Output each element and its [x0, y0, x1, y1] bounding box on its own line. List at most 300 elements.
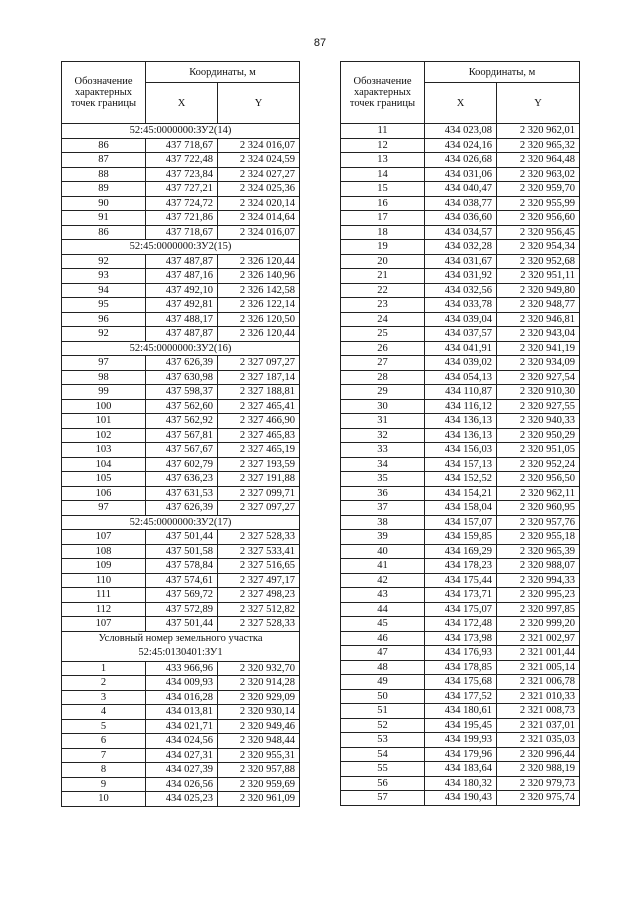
table-row	[62, 661, 300, 676]
x-coordinate-cell: 434 034,57	[425, 225, 497, 240]
table-row	[62, 617, 300, 632]
point-number-cell: 2	[62, 676, 146, 691]
y-coordinate-cell: 2 320 954,34	[497, 240, 580, 255]
point-number-cell: 86	[62, 225, 146, 240]
point-number-cell: 104	[62, 457, 146, 472]
point-number-cell: 57	[341, 791, 425, 806]
y-coordinate-cell: 2 320 959,69	[218, 777, 300, 792]
point-number-cell: 102	[62, 428, 146, 443]
y-coordinate-cell: 2 320 952,68	[497, 254, 580, 269]
y-coordinate-cell: 2 320 952,24	[497, 457, 580, 472]
table-row	[62, 399, 300, 414]
point-number-cell: 39	[341, 530, 425, 545]
x-coordinate-cell: 434 116,12	[425, 399, 497, 414]
x-coordinate-cell: 437 727,21	[146, 182, 218, 197]
x-coordinate-cell: 437 487,87	[146, 327, 218, 342]
cadastral-number: 52:45:0000000:ЗУ2(17)	[62, 515, 300, 530]
table-row	[62, 443, 300, 458]
y-coordinate-cell: 2 326 142,58	[218, 283, 300, 298]
table-row	[62, 138, 300, 153]
y-coordinate-cell: 2 324 027,27	[218, 167, 300, 182]
y-coordinate-cell: 2 320 914,28	[218, 676, 300, 691]
y-coordinate-cell: 2 320 979,73	[497, 776, 580, 791]
table-row	[62, 254, 300, 269]
point-number-cell: 25	[341, 327, 425, 342]
point-number-cell: 50	[341, 689, 425, 704]
point-number-cell: 22	[341, 283, 425, 298]
table-row	[341, 269, 580, 284]
y-coordinate-cell: 2 320 955,31	[218, 748, 300, 763]
table-row	[341, 153, 580, 168]
x-coordinate-cell: 434 199,93	[425, 733, 497, 748]
y-coordinate-cell: 2 320 949,46	[218, 719, 300, 734]
point-number-cell: 34	[341, 457, 425, 472]
table-row	[62, 428, 300, 443]
x-coordinate-cell: 434 039,04	[425, 312, 497, 327]
x-coordinate-cell: 437 488,17	[146, 312, 218, 327]
point-number-cell: 43	[341, 588, 425, 603]
table-row	[341, 573, 580, 588]
x-coordinate-cell: 434 037,57	[425, 327, 497, 342]
y-coordinate-cell: 2 326 120,44	[218, 327, 300, 342]
point-number-cell: 29	[341, 385, 425, 400]
section-heading-row	[62, 341, 300, 356]
point-number-cell: 8	[62, 763, 146, 778]
point-number-cell: 100	[62, 399, 146, 414]
point-number-cell: 24	[341, 312, 425, 327]
table-row	[62, 777, 300, 792]
y-coordinate-cell: 2 320 995,23	[497, 588, 580, 603]
point-number-cell: 88	[62, 167, 146, 182]
y-coordinate-cell: 2 320 964,48	[497, 153, 580, 168]
table-row	[62, 544, 300, 559]
table-row	[341, 399, 580, 414]
table-row	[62, 182, 300, 197]
y-coordinate-cell: 2 320 962,01	[497, 124, 580, 139]
point-number-cell: 98	[62, 370, 146, 385]
y-coordinate-cell: 2 320 957,76	[497, 515, 580, 530]
y-coordinate-cell: 2 320 951,11	[497, 269, 580, 284]
y-coordinate-cell: 2 324 025,36	[218, 182, 300, 197]
y-coordinate-cell: 2 327 188,81	[218, 385, 300, 400]
y-coordinate-cell: 2 320 948,77	[497, 298, 580, 313]
x-coordinate-cell: 434 180,61	[425, 704, 497, 719]
x-coordinate-cell: 434 032,56	[425, 283, 497, 298]
x-coordinate-cell: 434 023,08	[425, 124, 497, 139]
x-coordinate-cell: 437 578,84	[146, 559, 218, 574]
y-coordinate-cell: 2 320 932,70	[218, 661, 300, 676]
point-number-cell: 107	[62, 617, 146, 632]
x-coordinate-cell: 437 631,53	[146, 486, 218, 501]
point-number-cell: 106	[62, 486, 146, 501]
table-row	[341, 370, 580, 385]
point-number-cell: 5	[62, 719, 146, 734]
table-row	[341, 530, 580, 545]
x-coordinate-cell: 437 567,67	[146, 443, 218, 458]
point-number-cell: 36	[341, 486, 425, 501]
point-number-cell: 103	[62, 443, 146, 458]
table-row	[62, 705, 300, 720]
x-coordinate-cell: 434 154,21	[425, 486, 497, 501]
x-coordinate-cell: 434 178,85	[425, 660, 497, 675]
table-row	[62, 792, 300, 807]
x-coordinate-cell: 437 723,84	[146, 167, 218, 182]
table-row	[62, 763, 300, 778]
table-row	[341, 124, 580, 139]
x-coordinate-cell: 437 636,23	[146, 472, 218, 487]
coordinates-header: Координаты, м	[425, 62, 580, 83]
y-coordinate-cell: 2 321 008,73	[497, 704, 580, 719]
x-coordinate-cell: 434 021,71	[146, 719, 218, 734]
table-row	[62, 385, 300, 400]
y-coordinate-cell: 2 324 020,14	[218, 196, 300, 211]
y-coordinate-cell: 2 327 191,88	[218, 472, 300, 487]
x-coordinate-cell: 433 966,96	[146, 661, 218, 676]
x-coordinate-cell: 437 492,81	[146, 298, 218, 313]
point-number-cell: 53	[341, 733, 425, 748]
x-coordinate-cell: 437 630,98	[146, 370, 218, 385]
x-coordinate-cell: 437 572,89	[146, 602, 218, 617]
x-coordinate-cell: 434 025,23	[146, 792, 218, 807]
point-number-cell: 52	[341, 718, 425, 733]
x-coordinate-cell: 434 026,56	[146, 777, 218, 792]
y-coordinate-cell: 2 320 962,11	[497, 486, 580, 501]
table-row	[341, 356, 580, 371]
x-coordinate-cell: 434 031,92	[425, 269, 497, 284]
table-row	[341, 196, 580, 211]
y-coordinate-cell: 2 320 941,19	[497, 341, 580, 356]
table-row	[341, 515, 580, 530]
y-coordinate-cell: 2 327 465,19	[218, 443, 300, 458]
table-row	[62, 298, 300, 313]
point-number-cell: 95	[62, 298, 146, 313]
table-row	[62, 414, 300, 429]
x-coordinate-cell: 434 183,64	[425, 762, 497, 777]
point-number-cell: 1	[62, 661, 146, 676]
table-row	[341, 211, 580, 226]
y-coordinate-cell: 2 324 016,07	[218, 138, 300, 153]
table-row	[341, 501, 580, 516]
point-number-cell: 12	[341, 138, 425, 153]
table-row	[341, 254, 580, 269]
y-coordinate-cell: 2 320 960,95	[497, 501, 580, 516]
point-number-cell: 31	[341, 414, 425, 429]
point-number-cell: 35	[341, 472, 425, 487]
y-coordinate-cell: 2 320 975,74	[497, 791, 580, 806]
y-coordinate-cell: 2 320 956,45	[497, 225, 580, 240]
point-number-cell: 90	[62, 196, 146, 211]
y-coordinate-cell: 2 327 533,41	[218, 544, 300, 559]
table-row	[341, 617, 580, 632]
y-coordinate-cell: 2 320 965,32	[497, 138, 580, 153]
point-number-cell: 97	[62, 356, 146, 371]
table-row	[341, 457, 580, 472]
y-coordinate-cell: 2 321 035,03	[497, 733, 580, 748]
table-row	[341, 762, 580, 777]
table-row	[341, 660, 580, 675]
cadastral-number: 52:45:0000000:ЗУ2(14)	[62, 124, 300, 139]
coordinates-table-left	[61, 61, 300, 807]
x-coordinate-cell: 434 039,02	[425, 356, 497, 371]
table-row	[341, 675, 580, 690]
x-coordinate-cell: 434 013,81	[146, 705, 218, 720]
table-row	[62, 472, 300, 487]
point-number-cell: 7	[62, 748, 146, 763]
point-number-cell: 108	[62, 544, 146, 559]
x-coordinate-cell: 434 031,67	[425, 254, 497, 269]
y-coordinate-cell: 2 321 037,01	[497, 718, 580, 733]
cadastral-number: 52:45:0000000:ЗУ2(15)	[62, 240, 300, 255]
x-coordinate-cell: 434 040,47	[425, 182, 497, 197]
page-number: 87	[313, 37, 327, 49]
point-number-cell: 13	[341, 153, 425, 168]
x-coordinate-cell: 434 169,29	[425, 544, 497, 559]
table-row	[341, 602, 580, 617]
table-row	[341, 240, 580, 255]
point-number-cell: 112	[62, 602, 146, 617]
table-row	[341, 472, 580, 487]
point-number-cell: 3	[62, 690, 146, 705]
point-number-cell: 23	[341, 298, 425, 313]
y-coordinate-cell: 2 320 959,70	[497, 182, 580, 197]
section-heading-row	[62, 515, 300, 530]
x-header: X	[146, 83, 218, 124]
x-coordinate-cell: 434 027,31	[146, 748, 218, 763]
point-number-cell: 97	[62, 501, 146, 516]
x-coordinate-cell: 434 190,43	[425, 791, 497, 806]
x-coordinate-cell: 434 024,16	[425, 138, 497, 153]
x-coordinate-cell: 437 574,61	[146, 573, 218, 588]
x-coordinate-cell: 437 598,37	[146, 385, 218, 400]
x-coordinate-cell: 434 036,60	[425, 211, 497, 226]
designation-header: Обозначение характерных точек границы	[62, 62, 146, 124]
x-coordinate-cell: 437 567,81	[146, 428, 218, 443]
x-coordinate-cell: 434 110,87	[425, 385, 497, 400]
y-coordinate-cell: 2 324 014,64	[218, 211, 300, 226]
table-row	[341, 631, 580, 646]
x-coordinate-cell: 437 562,92	[146, 414, 218, 429]
table-header	[341, 62, 580, 124]
y-coordinate-cell: 2 320 948,44	[218, 734, 300, 749]
point-number-cell: 6	[62, 734, 146, 749]
x-coordinate-cell: 437 569,72	[146, 588, 218, 603]
point-number-cell: 19	[341, 240, 425, 255]
x-coordinate-cell: 434 158,04	[425, 501, 497, 516]
y-coordinate-cell: 2 327 516,65	[218, 559, 300, 574]
x-coordinate-cell: 437 492,10	[146, 283, 218, 298]
y-coordinate-cell: 2 320 997,85	[497, 602, 580, 617]
y-coordinate-cell: 2 321 005,14	[497, 660, 580, 675]
y-coordinate-cell: 2 321 002,97	[497, 631, 580, 646]
point-number-cell: 110	[62, 573, 146, 588]
x-coordinate-cell: 434 027,39	[146, 763, 218, 778]
table-row	[62, 312, 300, 327]
x-coordinate-cell: 437 501,58	[146, 544, 218, 559]
y-coordinate-cell: 2 320 956,60	[497, 211, 580, 226]
point-number-cell: 89	[62, 182, 146, 197]
x-coordinate-cell: 437 721,86	[146, 211, 218, 226]
y-coordinate-cell: 2 327 497,17	[218, 573, 300, 588]
table-row	[62, 530, 300, 545]
y-coordinate-cell: 2 326 122,14	[218, 298, 300, 313]
x-header: X	[425, 83, 497, 124]
x-coordinate-cell: 434 175,68	[425, 675, 497, 690]
point-number-cell: 105	[62, 472, 146, 487]
x-coordinate-cell: 434 009,93	[146, 676, 218, 691]
x-coordinate-cell: 437 501,44	[146, 617, 218, 632]
x-coordinate-cell: 434 176,93	[425, 646, 497, 661]
y-coordinate-cell: 2 326 140,96	[218, 269, 300, 284]
point-number-cell: 18	[341, 225, 425, 240]
x-coordinate-cell: 437 722,48	[146, 153, 218, 168]
y-coordinate-cell: 2 327 097,27	[218, 356, 300, 371]
y-coordinate-cell: 2 320 940,33	[497, 414, 580, 429]
y-coordinate-cell: 2 326 120,50	[218, 312, 300, 327]
table-row	[341, 559, 580, 574]
point-number-cell: 38	[341, 515, 425, 530]
y-coordinate-cell: 2 320 949,80	[497, 283, 580, 298]
y-coordinate-cell: 2 320 943,04	[497, 327, 580, 342]
x-coordinate-cell: 434 179,96	[425, 747, 497, 762]
coordinates-header: Координаты, м	[146, 62, 300, 83]
point-number-cell: 45	[341, 617, 425, 632]
x-coordinate-cell: 434 177,52	[425, 689, 497, 704]
y-coordinate-cell: 2 320 946,81	[497, 312, 580, 327]
table-row	[62, 370, 300, 385]
y-coordinate-cell: 2 320 961,09	[218, 792, 300, 807]
point-number-cell: 48	[341, 660, 425, 675]
y-coordinate-cell: 2 320 988,19	[497, 762, 580, 777]
y-coordinate-cell: 2 320 955,18	[497, 530, 580, 545]
point-number-cell: 92	[62, 327, 146, 342]
point-number-cell: 96	[62, 312, 146, 327]
y-coordinate-cell: 2 320 963,02	[497, 167, 580, 182]
point-number-cell: 111	[62, 588, 146, 603]
section-heading-row	[62, 240, 300, 255]
designation-header: Обозначение характерных точек границы	[341, 62, 425, 124]
y-coordinate-cell: 2 321 010,33	[497, 689, 580, 704]
y-coordinate-cell: 2 320 930,14	[218, 705, 300, 720]
table-row	[341, 138, 580, 153]
x-coordinate-cell: 434 032,28	[425, 240, 497, 255]
parcel-heading-row	[62, 631, 300, 661]
table-row	[341, 443, 580, 458]
x-coordinate-cell: 434 031,06	[425, 167, 497, 182]
y-header: Y	[497, 83, 580, 124]
table-row	[62, 196, 300, 211]
table-row	[62, 167, 300, 182]
table-row	[341, 486, 580, 501]
table-row	[62, 153, 300, 168]
table-row	[341, 327, 580, 342]
table-row	[62, 559, 300, 574]
y-header: Y	[218, 83, 300, 124]
table-row	[341, 312, 580, 327]
table-row	[341, 588, 580, 603]
x-coordinate-cell: 437 718,67	[146, 138, 218, 153]
point-number-cell: 107	[62, 530, 146, 545]
table-body	[341, 124, 580, 806]
table-row	[341, 182, 580, 197]
point-number-cell: 44	[341, 602, 425, 617]
table-row	[62, 225, 300, 240]
y-coordinate-cell: 2 320 929,09	[218, 690, 300, 705]
point-number-cell: 27	[341, 356, 425, 371]
point-number-cell: 33	[341, 443, 425, 458]
table-row	[62, 269, 300, 284]
section-heading-row	[62, 124, 300, 139]
table-row	[62, 486, 300, 501]
table-row	[62, 748, 300, 763]
y-coordinate-cell: 2 320 927,55	[497, 399, 580, 414]
point-number-cell: 15	[341, 182, 425, 197]
point-number-cell: 4	[62, 705, 146, 720]
point-number-cell: 99	[62, 385, 146, 400]
point-number-cell: 55	[341, 762, 425, 777]
point-number-cell: 10	[62, 792, 146, 807]
x-coordinate-cell: 434 172,48	[425, 617, 497, 632]
point-number-cell: 101	[62, 414, 146, 429]
point-number-cell: 40	[341, 544, 425, 559]
point-number-cell: 11	[341, 124, 425, 139]
x-coordinate-cell: 437 626,39	[146, 501, 218, 516]
x-coordinate-cell: 434 026,68	[425, 153, 497, 168]
table-row	[62, 676, 300, 691]
table-row	[62, 588, 300, 603]
cadastral-number: 52:45:0000000:ЗУ2(16)	[62, 341, 300, 356]
x-coordinate-cell: 434 054,13	[425, 370, 497, 385]
x-coordinate-cell: 437 487,16	[146, 269, 218, 284]
x-coordinate-cell: 434 173,98	[425, 631, 497, 646]
x-coordinate-cell: 434 136,13	[425, 414, 497, 429]
table-row	[341, 414, 580, 429]
table-row	[341, 167, 580, 182]
y-coordinate-cell: 2 320 994,33	[497, 573, 580, 588]
x-coordinate-cell: 434 195,45	[425, 718, 497, 733]
x-coordinate-cell: 434 180,32	[425, 776, 497, 791]
y-coordinate-cell: 2 327 187,14	[218, 370, 300, 385]
x-coordinate-cell: 434 038,77	[425, 196, 497, 211]
y-coordinate-cell: 2 326 120,44	[218, 254, 300, 269]
table-row	[62, 501, 300, 516]
y-coordinate-cell: 2 320 965,39	[497, 544, 580, 559]
y-coordinate-cell: 2 320 988,07	[497, 559, 580, 574]
table-row	[62, 327, 300, 342]
x-coordinate-cell: 437 487,87	[146, 254, 218, 269]
x-coordinate-cell: 437 626,39	[146, 356, 218, 371]
y-coordinate-cell: 2 321 006,78	[497, 675, 580, 690]
point-number-cell: 91	[62, 211, 146, 226]
table-row	[341, 776, 580, 791]
x-coordinate-cell: 437 718,67	[146, 225, 218, 240]
y-coordinate-cell: 2 320 957,88	[218, 763, 300, 778]
table-row	[341, 733, 580, 748]
y-coordinate-cell: 2 327 465,83	[218, 428, 300, 443]
point-number-cell: 14	[341, 167, 425, 182]
point-number-cell: 46	[341, 631, 425, 646]
point-number-cell: 16	[341, 196, 425, 211]
table-row	[341, 385, 580, 400]
point-number-cell: 28	[341, 370, 425, 385]
y-coordinate-cell: 2 327 097,27	[218, 501, 300, 516]
point-number-cell: 54	[341, 747, 425, 762]
table-row	[341, 298, 580, 313]
x-coordinate-cell: 434 156,03	[425, 443, 497, 458]
table-row	[341, 747, 580, 762]
point-number-cell: 30	[341, 399, 425, 414]
x-coordinate-cell: 434 175,44	[425, 573, 497, 588]
point-number-cell: 49	[341, 675, 425, 690]
